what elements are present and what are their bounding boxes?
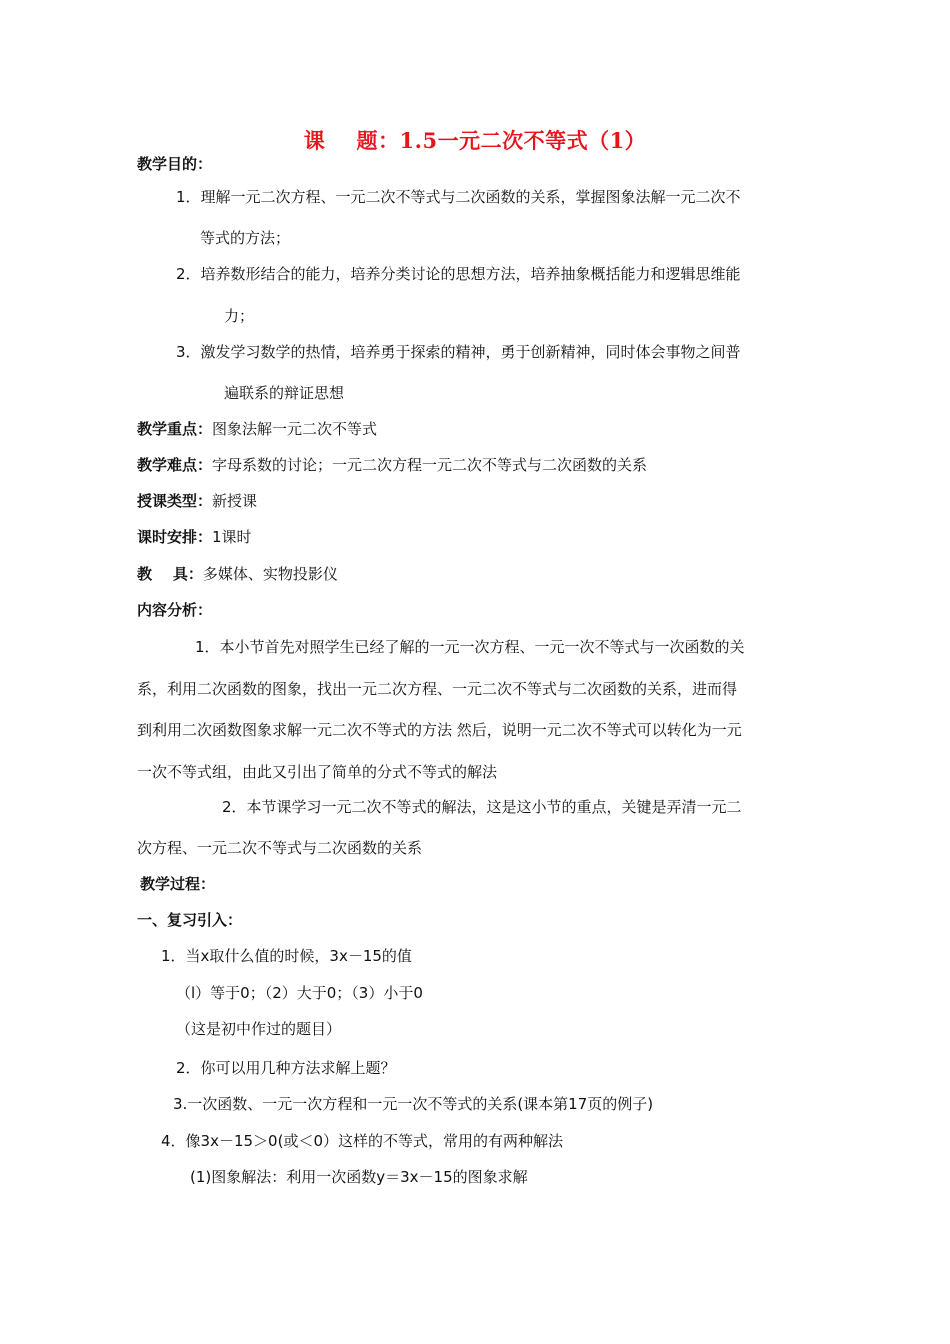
analysis-p1-line-2: 系，利用二次函数的图象，找出一元二次方程、一元二次不等式与二次函数的关系，进而得 <box>137 680 738 698</box>
difficulty-value: 字母系数的讨论；一元二次方程一元二次不等式与二次函数的关系 <box>212 456 648 474</box>
tools-value: 多媒体、实物投影仪 <box>202 565 338 583</box>
question-2: 2．你可以用几种方法求解上题？ <box>176 1059 396 1077</box>
objective-2-line-2: 力； <box>224 307 255 325</box>
key-point-label: 教学重点： <box>137 420 213 438</box>
objective-1-line-1: 1．理解一元二次方程、一元二次不等式与二次函数的关系，掌握图象法解一元二次不 <box>176 188 741 206</box>
lesson-type-row <box>137 491 257 511</box>
question-1-note: （这是初中作过的题目） <box>176 1020 342 1038</box>
lesson-title: 课 题：1.5一元二次不等式（1） <box>303 128 647 153</box>
analysis-heading: 内容分析： <box>137 601 213 619</box>
question-1: 1．当x取什么值的时候，3x－15的值 <box>161 947 412 965</box>
key-point-row <box>137 419 377 439</box>
lesson-type-value: 新授课 <box>212 492 258 510</box>
objective-3-line-1: 3．激发学习数学的热情，培养勇于探索的精神，勇于创新精神，同时体会事物之间普 <box>176 343 741 361</box>
analysis-p1-line-3: 到利用二次函数图象求解一元二次不等式的方法 然后，说明一元二次不等式可以转化为一元 <box>137 721 742 739</box>
question-3: 3.一次函数、一元一次方程和一元一次不等式的关系(课本第17页的例子) <box>173 1095 654 1113</box>
schedule-value: 1课时 <box>212 528 252 546</box>
analysis-p1-line-1: 1．本小节首先对照学生已经了解的一元一次方程、一元一次不等式与一次函数的关 <box>195 638 745 656</box>
lesson-type-label: 授课类型： <box>137 492 213 510</box>
question-4: 4．像3x－15＞0(或＜0）这样的不等式，常用的有两种解法 <box>161 1132 563 1150</box>
objectives-heading: 教学目的： <box>137 155 213 173</box>
objective-2-line-1: 2．培养数形结合的能力，培养分类讨论的思想方法，培养抽象概括能力和逻辑思维能 <box>176 265 741 283</box>
key-point-value: 图象法解一元二次不等式 <box>212 420 378 438</box>
process-heading: 教学过程： <box>140 875 216 893</box>
question-4-method-1: (1)图象解法：利用一次函数y＝3x－15的图象求解 <box>190 1168 528 1186</box>
difficulty-label: 教学难点： <box>137 456 213 474</box>
analysis-p2-line-1: 2．本节课学习一元二次不等式的解法，这是这小节的重点，关键是弄清一元二 <box>222 798 742 816</box>
objective-1-line-2: 等式的方法； <box>200 229 291 247</box>
analysis-p1-line-4: 一次不等式组，由此又引出了简单的分式不等式的解法 <box>137 763 498 781</box>
tools-label: 教 具： <box>137 565 203 583</box>
analysis-p2-line-2: 次方程、一元二次不等式与二次函数的关系 <box>137 839 423 857</box>
schedule-label: 课时安排： <box>137 528 213 546</box>
question-1-subitems: （l）等于0；（2）大于0；（3）小于0 <box>176 984 423 1002</box>
tools-row <box>137 564 338 584</box>
schedule-row <box>137 527 252 547</box>
section-1-heading: 一、复习引入： <box>137 911 243 929</box>
difficulty-row <box>137 455 647 475</box>
objective-3-line-2: 遍联系的辩证思想 <box>224 384 345 402</box>
